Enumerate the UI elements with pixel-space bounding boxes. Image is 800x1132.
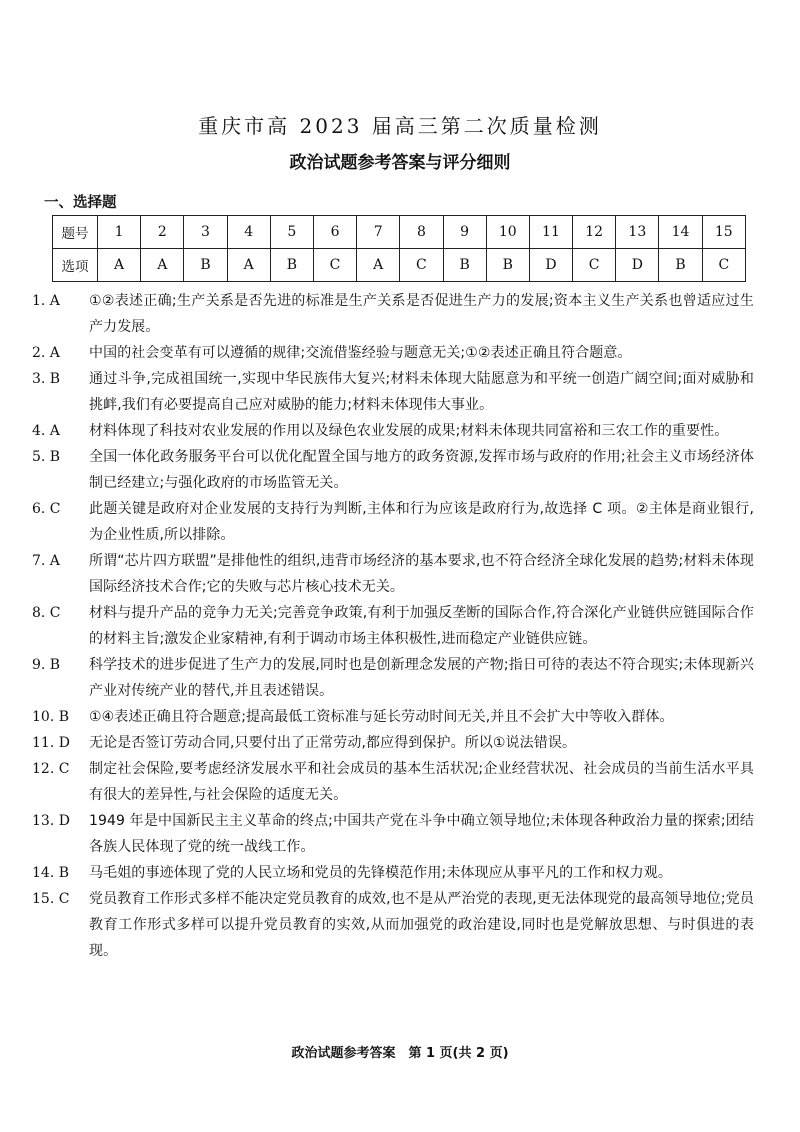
question-number-cell: 1 (98, 216, 141, 249)
explanation-item (32, 808, 754, 860)
explanation-text: 材料与提升产品的竞争力无关;完善竞争政策,有利于加强反垄断的国际合作,符合深化产业链供应链国际合作的材料主旨;激发企业家精神,有利于调动市场主体积极性,进而稳定产业链供应链。 (89, 605, 754, 647)
explanation-item (32, 704, 754, 730)
explanation-list (32, 288, 754, 964)
explanation-item (32, 652, 754, 704)
explanation-number: 10. B (32, 709, 70, 725)
question-number-cell: 10 (486, 216, 529, 249)
question-number-cell: 12 (573, 216, 616, 249)
explanation-number: 4. A (32, 423, 60, 439)
explanation-number: 8. C (32, 605, 61, 621)
explanation-text: ①④表述正确且符合题意;提高最低工资标准与延长劳动时间无关,并且不会扩大中等收入群体。 (89, 709, 674, 725)
explanation-text: 马毛姐的事迹体现了党的人民立场和党员的先锋模范作用;未体现应从事平凡的工作和权力观。 (89, 865, 672, 881)
explanation-item (32, 886, 754, 964)
answer-cell: B (659, 249, 702, 282)
answer-cell: B (443, 249, 486, 282)
question-number-cell: 13 (616, 216, 659, 249)
answer-cell: B (184, 249, 227, 282)
question-number-cell: 6 (313, 216, 356, 249)
document-title: 重庆市高 2023 届高三第二次质量检测 (198, 114, 602, 138)
question-number-cell: 7 (357, 216, 400, 249)
explanation-number: 1. A (32, 293, 60, 309)
answer-cell: C (400, 249, 443, 282)
question-number-cell: 5 (270, 216, 313, 249)
explanation-item (32, 496, 754, 548)
answer-cell: A (227, 249, 270, 282)
question-number-cell: 11 (529, 216, 572, 249)
explanation-text: 中国的社会变革有可以遵循的规律;交流借鉴经验与题意无关;①②表述正确且符合题意。 (89, 345, 632, 361)
explanation-item (32, 444, 754, 496)
explanation-text: 全国一体化政务服务平台可以优化配置全国与地方的政务资源,发挥市场与政府的作用;社会主义市场经济体制已经建立;与强化政府的市场监管无关。 (89, 449, 754, 491)
answer-cell: A (98, 249, 141, 282)
question-number-cell: 9 (443, 216, 486, 249)
answer-cell: B (486, 249, 529, 282)
explanation-item (32, 288, 754, 340)
answer-cell: C (573, 249, 616, 282)
explanation-text: 通过斗争,完成祖国统一,实现中华民族伟大复兴;材料未体现大陆愿意为和平统一创造广阔空间;面对威胁和挑衅,我们有必要提高自己应对威胁的能力;材料未体现伟大事业。 (89, 371, 754, 413)
question-number-cell: 3 (184, 216, 227, 249)
question-number-cell: 15 (702, 216, 745, 249)
explanation-text: 科学技术的进步促进了生产力的发展,同时也是创新理念发展的产物;指日可待的表达不符合现实;未体现新兴产业对传统产业的替代,并且表述错误。 (89, 657, 754, 699)
explanation-text: 此题关键是政府对企业发展的支持行为判断,主体和行为应该是政府行为,故选择 C 项。②主体是商业银行,为企业性质,所以排除。 (89, 501, 754, 543)
question-number-cell: 2 (141, 216, 184, 249)
explanation-number: 15. C (32, 891, 70, 907)
answer-cell: A (357, 249, 400, 282)
explanation-item (32, 860, 754, 886)
answer-cell: D (529, 249, 572, 282)
explanation-text: 制定社会保险,要考虑经济发展水平和社会成员的基本生活状况;企业经营状况、社会成员的当前生活水平具有很大的差异性,与社会保险的适度无关。 (89, 761, 754, 803)
explanation-number: 5. B (32, 449, 61, 465)
explanation-text: 1949 年是中国新民主主义革命的终点;中国共产党在斗争中确立领导地位;未体现各种政治力量的探索;团结各族人民体现了党的统一战线工作。 (89, 813, 754, 855)
explanation-text: 无论是否签订劳动合同,只要付出了正常劳动,都应得到保护。所以①说法错误。 (89, 735, 577, 751)
explanation-text: 党员教育工作形式多样不能决定党员教育的成效,也不是从严治党的表现,更无法体现党的最高领导地位;党员教育工作形式多样可以提升党员教育的实效,从而加强党的政治建设,同时也是党解放思想、与时俱进的表现。 (89, 891, 754, 959)
row-label-question: 题号 (53, 216, 98, 249)
document-subtitle: 政治试题参考答案与评分细则 (289, 153, 511, 173)
answer-cell: B (270, 249, 313, 282)
answer-cell: A (141, 249, 184, 282)
explanation-item (32, 548, 754, 600)
question-number-cell: 8 (400, 216, 443, 249)
answer-table (52, 215, 746, 282)
answer-cell: D (616, 249, 659, 282)
explanation-text: 所谓“芯片四方联盟”是排他性的组织,违背市场经济的基本要求,也不符合经济全球化发展的趋势;材料未体现国际经济技术合作;它的失败与芯片核心技术无关。 (89, 553, 754, 595)
page-footer: 政治试题参考答案 第 1 页(共 2 页) (291, 1046, 509, 1061)
explanation-number: 12. C (32, 761, 70, 777)
explanation-item (32, 730, 754, 756)
explanation-item (32, 756, 754, 808)
explanation-number: 6. C (32, 501, 61, 517)
explanation-text: ①②表述正确;生产关系是否先进的标准是生产关系是否促进生产力的发展;资本主义生产关系也曾适应过生产力发展。 (89, 293, 754, 335)
question-number-row (53, 216, 746, 249)
explanation-number: 9. B (32, 657, 61, 673)
section-heading: 一、选择题 (44, 195, 117, 211)
explanation-number: 2. A (32, 345, 60, 361)
question-number-cell: 14 (659, 216, 702, 249)
explanation-text: 材料体现了科技对农业发展的作用以及绿色农业发展的成果;材料未体现共同富裕和三农工作的重要性。 (89, 423, 729, 439)
explanation-number: 11. D (32, 735, 70, 751)
explanation-item (32, 600, 754, 652)
answer-row (53, 249, 746, 282)
explanation-number: 13. D (32, 813, 70, 829)
row-label-answer: 选项 (53, 249, 98, 282)
explanation-number: 14. B (32, 865, 70, 881)
explanation-item (32, 340, 754, 366)
answer-cell: C (313, 249, 356, 282)
explanation-number: 3. B (32, 371, 61, 387)
explanation-number: 7. A (32, 553, 60, 569)
question-number-cell: 4 (227, 216, 270, 249)
explanation-item (32, 366, 754, 418)
answer-cell: C (702, 249, 745, 282)
explanation-item (32, 418, 754, 444)
